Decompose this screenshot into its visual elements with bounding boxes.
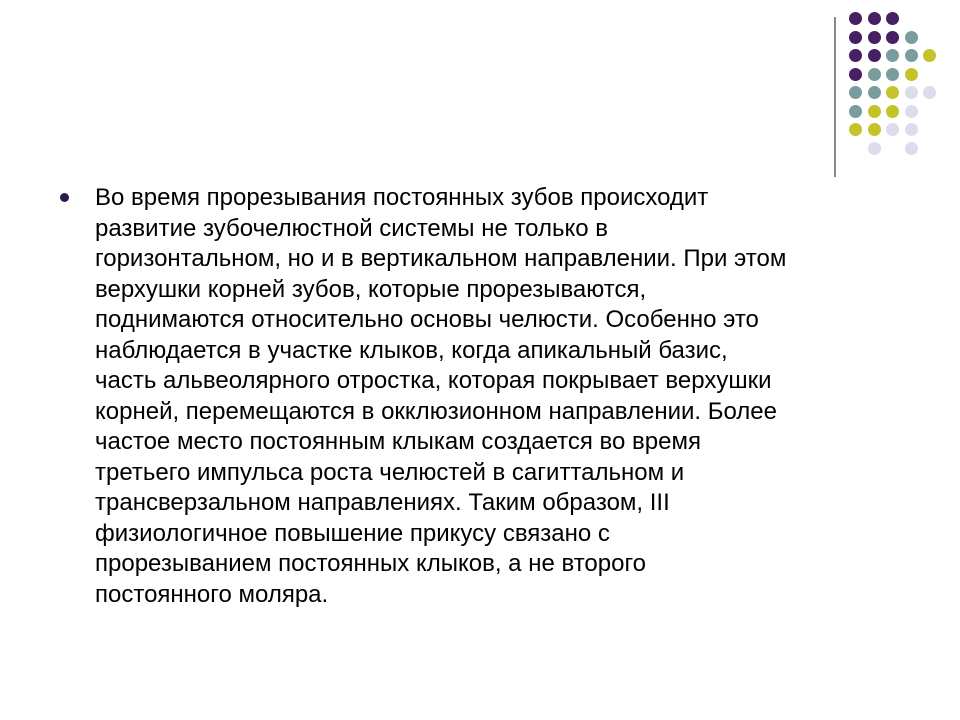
decorative-dot bbox=[923, 86, 936, 99]
decorative-divider-line bbox=[834, 17, 836, 177]
decorative-dot bbox=[849, 12, 862, 25]
text-line: наблюдается в участке клыков, когда апикальный базис, bbox=[95, 336, 728, 364]
body-paragraph bbox=[95, 183, 880, 610]
decorative-dot bbox=[868, 68, 881, 81]
decorative-dot bbox=[905, 123, 918, 136]
decorative-dot bbox=[868, 12, 881, 25]
decorative-dot bbox=[905, 105, 918, 118]
decorative-dot bbox=[905, 31, 918, 44]
decorative-dot bbox=[868, 123, 881, 136]
text-line: физиологичное повышение прикусу связано с bbox=[95, 519, 610, 547]
decorative-dot bbox=[886, 68, 899, 81]
decorative-dot bbox=[886, 12, 899, 25]
decorative-dot bbox=[905, 49, 918, 62]
decorative-dot bbox=[905, 142, 918, 155]
decorative-dot bbox=[868, 105, 881, 118]
decorative-dot bbox=[849, 86, 862, 99]
decorative-dot bbox=[868, 31, 881, 44]
decorative-dot-grid bbox=[849, 12, 949, 162]
text-line: поднимаются относительно основы челюсти. Особенно это bbox=[95, 306, 759, 333]
text-line: Во время прорезывания постоянных зубов происходит bbox=[95, 184, 709, 211]
decorative-dot bbox=[849, 123, 862, 136]
text-line: частое место постоянным клыкам создается во время bbox=[95, 428, 701, 455]
text-line: постоянного моляра. bbox=[95, 580, 329, 608]
decorative-dot bbox=[886, 49, 899, 62]
decorative-dot bbox=[886, 31, 899, 44]
text-line: развитие зубочелюстной системы не только в bbox=[95, 214, 609, 242]
decorative-dot bbox=[905, 68, 918, 81]
text-line: часть альвеолярного отростка, которая покрывает верхушки bbox=[95, 367, 772, 394]
decorative-dot bbox=[868, 142, 881, 155]
text-line: третьего импульса роста челюстей в сагиттальном и bbox=[95, 458, 685, 486]
text-line: корней, перемещаются в окклюзионном направлении. Более bbox=[95, 397, 777, 425]
decorative-dot bbox=[849, 68, 862, 81]
decorative-dot bbox=[868, 49, 881, 62]
decorative-dot bbox=[886, 105, 899, 118]
decorative-dot bbox=[849, 31, 862, 44]
bullet-icon bbox=[60, 193, 69, 202]
decorative-dot bbox=[849, 49, 862, 62]
decorative-dot bbox=[886, 86, 899, 99]
decorative-dot bbox=[886, 123, 899, 136]
decorative-dot bbox=[923, 49, 936, 62]
decorative-dot bbox=[868, 86, 881, 99]
decorative-dot bbox=[905, 86, 918, 99]
text-line: горизонтальном, но и в вертикальном направлении. При этом bbox=[95, 245, 787, 272]
text-line: трансверзальном направлениях. Таким образом, III bbox=[95, 489, 670, 516]
decorative-dot bbox=[849, 105, 862, 118]
text-line: верхушки корней зубов, которые прорезываются, bbox=[95, 275, 647, 303]
text-line: прорезыванием постоянных клыков, а не второго bbox=[95, 550, 647, 577]
